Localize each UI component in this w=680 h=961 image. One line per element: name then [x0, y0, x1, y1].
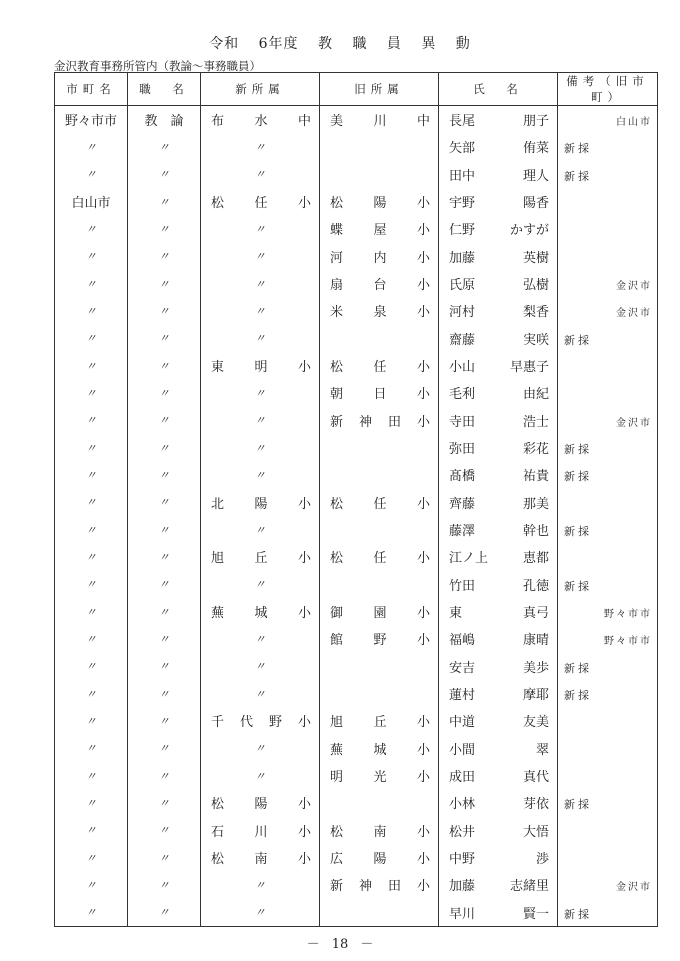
position-cell: 〃 [128, 598, 201, 625]
name-cell [439, 844, 558, 871]
person-name: 早川 賢一 [449, 906, 549, 922]
city-cell: 〃 [55, 844, 128, 871]
new-school-cell: 〃 [201, 434, 320, 461]
city-cell: 〃 [55, 407, 128, 434]
note-cell [558, 407, 658, 434]
person-name: 成田 真代 [449, 770, 549, 786]
old-school-cell [320, 407, 439, 434]
note-new-hire: 新採 [564, 907, 592, 921]
new-school-cell: 〃 [201, 899, 320, 927]
new-school-cell [201, 543, 320, 570]
note-new-hire: 新採 [564, 169, 592, 183]
city-cell: 〃 [55, 297, 128, 324]
table-row [55, 379, 658, 406]
old-school-cell [320, 243, 439, 270]
old-school-cell [320, 325, 439, 352]
header-new-school: 新所属 [201, 73, 320, 106]
old-school-cell [320, 270, 439, 297]
old-school-cell-text: 松 陽 小 [330, 196, 430, 212]
person-name: 福嶋 康晴 [449, 633, 549, 649]
table-row [55, 899, 658, 927]
name-cell [439, 625, 558, 652]
city-cell: 白山市 [55, 188, 128, 215]
name-cell [439, 871, 558, 898]
person-name: 仁野 かすが [449, 223, 549, 239]
table-row [55, 735, 658, 762]
city-cell: 〃 [55, 817, 128, 844]
city-cell: 〃 [55, 461, 128, 488]
new-school-cell [201, 188, 320, 215]
note-cell [558, 297, 658, 324]
position-cell: 〃 [128, 407, 201, 434]
person-name: 竹田 孔徳 [449, 578, 549, 594]
old-school-cell-text: 蝶 屋 小 [330, 223, 430, 239]
new-school-cell-text: 北 陽 小 [211, 496, 311, 512]
city-cell: 野々市市 [55, 106, 128, 134]
name-cell [439, 270, 558, 297]
person-name: 宇野 陽香 [449, 196, 549, 212]
new-school-cell: 〃 [201, 161, 320, 188]
table-row [55, 680, 658, 707]
new-school-cell: 〃 [201, 516, 320, 543]
position-cell: 〃 [128, 762, 201, 789]
name-cell [439, 516, 558, 543]
city-cell: 〃 [55, 270, 128, 297]
note-cell [558, 871, 658, 898]
position-cell: 〃 [128, 817, 201, 844]
city-cell: 〃 [55, 379, 128, 406]
old-school-cell-text: 新 神 田 小 [330, 414, 430, 430]
new-school-cell-text: 千 代 野 小 [211, 715, 311, 731]
note-cell [558, 133, 658, 160]
new-school-cell: 〃 [201, 762, 320, 789]
table-row [55, 215, 658, 242]
name-cell [439, 106, 558, 134]
note-new-hire: 新採 [564, 798, 592, 812]
new-school-cell-text: 東 明 小 [211, 360, 311, 376]
name-cell [439, 762, 558, 789]
person-name: 加藤 英樹 [449, 250, 549, 266]
table-row [55, 407, 658, 434]
note-cell [558, 653, 658, 680]
new-school-cell [201, 817, 320, 844]
section-subtitle: 金沢教育事務所管内（教論～事務職員） [54, 59, 261, 73]
old-school-cell [320, 789, 439, 816]
note-cell [558, 434, 658, 461]
city-cell: 〃 [55, 871, 128, 898]
old-school-cell-text: 館 野 小 [330, 633, 430, 649]
old-school-cell [320, 653, 439, 680]
old-school-cell [320, 434, 439, 461]
note-new-hire: 新採 [564, 524, 592, 538]
note-new-hire: 新採 [564, 688, 592, 702]
position-cell: 〃 [128, 871, 201, 898]
position-cell: 〃 [128, 735, 201, 762]
name-cell [439, 215, 558, 242]
person-name: 中野 渉 [449, 852, 549, 868]
position-cell: 〃 [128, 379, 201, 406]
name-cell [439, 352, 558, 379]
position-cell: 〃 [128, 625, 201, 652]
old-school-cell [320, 133, 439, 160]
old-school-cell [320, 352, 439, 379]
old-school-cell [320, 625, 439, 652]
old-school-cell [320, 379, 439, 406]
old-school-cell [320, 817, 439, 844]
name-cell [439, 598, 558, 625]
note-previous-city: 野々市市 [604, 636, 652, 648]
new-school-cell: 〃 [201, 407, 320, 434]
new-school-cell-text: 松 任 小 [211, 196, 311, 212]
page-title: 令和 6年度 教 職 員 異 動 [209, 36, 471, 52]
new-school-cell: 〃 [201, 871, 320, 898]
personnel-table [54, 72, 658, 927]
old-school-cell-text: 御 園 小 [330, 606, 430, 622]
table-row [55, 489, 658, 516]
person-name: 河村 梨香 [449, 305, 549, 321]
new-school-cell: 〃 [201, 571, 320, 598]
note-cell [558, 161, 658, 188]
person-name: 寺田 浩士 [449, 414, 549, 430]
old-school-cell-text: 松 任 小 [330, 360, 430, 376]
new-school-cell: 〃 [201, 625, 320, 652]
new-school-cell [201, 489, 320, 516]
position-cell: 〃 [128, 215, 201, 242]
city-cell: 〃 [55, 352, 128, 379]
new-school-cell: 〃 [201, 379, 320, 406]
note-previous-city: 金沢市 [616, 280, 652, 292]
note-cell [558, 735, 658, 762]
table-row [55, 461, 658, 488]
note-cell [558, 899, 658, 927]
note-cell [558, 379, 658, 406]
note-cell [558, 571, 658, 598]
note-cell [558, 461, 658, 488]
new-school-cell [201, 352, 320, 379]
city-cell: 〃 [55, 133, 128, 160]
note-new-hire: 新採 [564, 142, 592, 156]
table-row [55, 161, 658, 188]
header-old-school: 旧所属 [320, 73, 439, 106]
note-cell [558, 844, 658, 871]
header-note: 備考（旧市町） [558, 73, 658, 106]
old-school-cell [320, 215, 439, 242]
old-school-cell [320, 461, 439, 488]
note-cell [558, 270, 658, 297]
position-cell: 〃 [128, 789, 201, 816]
old-school-cell [320, 161, 439, 188]
person-name: 田中 理人 [449, 168, 549, 184]
position-cell: 〃 [128, 270, 201, 297]
old-school-cell [320, 598, 439, 625]
note-cell [558, 243, 658, 270]
city-cell: 〃 [55, 735, 128, 762]
position-cell: 〃 [128, 243, 201, 270]
note-previous-city: 金沢市 [616, 308, 652, 320]
name-cell [439, 434, 558, 461]
city-cell: 〃 [55, 243, 128, 270]
old-school-cell [320, 707, 439, 734]
note-previous-city: 金沢市 [616, 417, 652, 429]
position-cell: 〃 [128, 844, 201, 871]
table-row [55, 106, 658, 134]
old-school-cell [320, 735, 439, 762]
name-cell [439, 789, 558, 816]
header-city: 市町名 [55, 73, 128, 106]
old-school-cell-text: 美 川 中 [330, 114, 430, 130]
person-name: 中道 友美 [449, 715, 549, 731]
note-cell [558, 106, 658, 134]
city-cell: 〃 [55, 789, 128, 816]
table-row [55, 270, 658, 297]
person-name: 齋藤 実咲 [449, 332, 549, 348]
new-school-cell: 〃 [201, 735, 320, 762]
person-name: 東 真弓 [449, 606, 549, 622]
table-row [55, 598, 658, 625]
old-school-cell [320, 680, 439, 707]
city-cell: 〃 [55, 680, 128, 707]
old-school-cell-text: 松 任 小 [330, 551, 430, 567]
old-school-cell-text: 旭 丘 小 [330, 715, 430, 731]
new-school-cell: 〃 [201, 461, 320, 488]
new-school-cell [201, 598, 320, 625]
position-cell: 〃 [128, 133, 201, 160]
person-name: 小山 早惠子 [449, 360, 549, 376]
position-cell: 〃 [128, 188, 201, 215]
person-name: 矢部 侑菜 [449, 141, 549, 157]
position-cell: 〃 [128, 461, 201, 488]
position-cell: 教 論 [128, 106, 201, 134]
person-name: 髙橋 祐貴 [449, 469, 549, 485]
note-previous-city: 金沢市 [616, 882, 652, 894]
position-cell: 〃 [128, 543, 201, 570]
old-school-cell [320, 516, 439, 543]
table-row [55, 817, 658, 844]
person-name: 加藤 志緒里 [449, 879, 549, 895]
table-row [55, 188, 658, 215]
name-cell [439, 735, 558, 762]
city-cell: 〃 [55, 653, 128, 680]
table-row [55, 571, 658, 598]
person-name: 藤澤 幹也 [449, 524, 549, 540]
person-name: 蓮村 摩耶 [449, 688, 549, 704]
note-previous-city: 野々市市 [604, 608, 652, 620]
note-cell [558, 789, 658, 816]
old-school-cell [320, 899, 439, 927]
new-school-cell: 〃 [201, 133, 320, 160]
table-row [55, 871, 658, 898]
note-cell [558, 215, 658, 242]
new-school-cell: 〃 [201, 325, 320, 352]
old-school-cell [320, 106, 439, 134]
table-row [55, 516, 658, 543]
note-cell [558, 598, 658, 625]
page-number: － 18 － [306, 937, 374, 952]
new-school-cell: 〃 [201, 243, 320, 270]
name-cell [439, 899, 558, 927]
old-school-cell-text: 蕪 城 小 [330, 742, 430, 758]
position-cell: 〃 [128, 434, 201, 461]
city-cell: 〃 [55, 707, 128, 734]
table-row [55, 762, 658, 789]
table-row [55, 325, 658, 352]
new-school-cell: 〃 [201, 297, 320, 324]
table-row [55, 243, 658, 270]
position-cell: 〃 [128, 325, 201, 352]
note-new-hire: 新採 [564, 442, 592, 456]
name-cell [439, 817, 558, 844]
new-school-cell [201, 106, 320, 134]
person-name: 小間 翠 [449, 742, 549, 758]
old-school-cell-text: 広 陽 小 [330, 852, 430, 868]
position-cell: 〃 [128, 653, 201, 680]
old-school-cell-text: 新 神 田 小 [330, 879, 430, 895]
table-row [55, 352, 658, 379]
old-school-cell [320, 188, 439, 215]
old-school-cell [320, 297, 439, 324]
name-cell [439, 161, 558, 188]
name-cell [439, 653, 558, 680]
new-school-cell [201, 789, 320, 816]
note-new-hire: 新採 [564, 470, 592, 484]
table-row [55, 789, 658, 816]
city-cell: 〃 [55, 762, 128, 789]
person-name: 長尾 朋子 [449, 114, 549, 130]
new-school-cell-text: 松 南 小 [211, 852, 311, 868]
new-school-cell: 〃 [201, 680, 320, 707]
note-cell [558, 188, 658, 215]
note-cell [558, 707, 658, 734]
note-previous-city: 白山市 [616, 117, 652, 128]
table-row [55, 543, 658, 570]
old-school-cell-text: 河 内 小 [330, 250, 430, 266]
old-school-cell [320, 543, 439, 570]
person-name: 安吉 美歩 [449, 660, 549, 676]
position-cell: 〃 [128, 297, 201, 324]
position-cell: 〃 [128, 680, 201, 707]
table-row [55, 133, 658, 160]
new-school-cell: 〃 [201, 653, 320, 680]
name-cell [439, 379, 558, 406]
name-cell [439, 543, 558, 570]
new-school-cell-text: 石 川 小 [211, 824, 311, 840]
person-name: 毛利 由紀 [449, 387, 549, 403]
city-cell: 〃 [55, 571, 128, 598]
name-cell [439, 489, 558, 516]
name-cell [439, 407, 558, 434]
position-cell: 〃 [128, 352, 201, 379]
note-cell [558, 489, 658, 516]
note-cell [558, 625, 658, 652]
name-cell [439, 133, 558, 160]
position-cell: 〃 [128, 516, 201, 543]
name-cell [439, 188, 558, 215]
old-school-cell [320, 571, 439, 598]
old-school-cell-text: 明 光 小 [330, 770, 430, 786]
old-school-cell [320, 871, 439, 898]
city-cell: 〃 [55, 325, 128, 352]
person-name: 松井 大悟 [449, 824, 549, 840]
person-name: 江ノ上 恵都 [449, 551, 549, 567]
note-cell [558, 516, 658, 543]
note-cell [558, 325, 658, 352]
old-school-cell-text: 松 任 小 [330, 496, 430, 512]
position-cell: 〃 [128, 707, 201, 734]
city-cell: 〃 [55, 161, 128, 188]
new-school-cell [201, 844, 320, 871]
position-cell: 〃 [128, 161, 201, 188]
note-cell [558, 352, 658, 379]
name-cell [439, 297, 558, 324]
note-cell [558, 543, 658, 570]
old-school-cell [320, 762, 439, 789]
city-cell: 〃 [55, 489, 128, 516]
city-cell: 〃 [55, 625, 128, 652]
person-name: 弥田 彩花 [449, 442, 549, 458]
table-row [55, 434, 658, 461]
old-school-cell-text: 扇 台 小 [330, 278, 430, 294]
note-new-hire: 新採 [564, 579, 592, 593]
position-cell: 〃 [128, 899, 201, 927]
new-school-cell-text: 蕪 城 小 [211, 606, 311, 622]
position-cell: 〃 [128, 489, 201, 516]
table-header-row [55, 73, 658, 106]
header-name: 氏 名 [439, 73, 558, 106]
position-cell: 〃 [128, 571, 201, 598]
new-school-cell-text: 布 水 中 [211, 114, 311, 130]
new-school-cell-text: 松 陽 小 [211, 797, 311, 813]
note-cell [558, 817, 658, 844]
person-name: 小林 芽依 [449, 797, 549, 813]
note-cell [558, 680, 658, 707]
table-row [55, 297, 658, 324]
old-school-cell-text: 松 南 小 [330, 824, 430, 840]
old-school-cell-text: 米 泉 小 [330, 305, 430, 321]
new-school-cell-text: 旭 丘 小 [211, 551, 311, 567]
table-row [55, 625, 658, 652]
city-cell: 〃 [55, 543, 128, 570]
name-cell [439, 707, 558, 734]
new-school-cell [201, 707, 320, 734]
note-new-hire: 新採 [564, 333, 592, 347]
city-cell: 〃 [55, 516, 128, 543]
city-cell: 〃 [55, 899, 128, 927]
new-school-cell: 〃 [201, 270, 320, 297]
old-school-cell [320, 489, 439, 516]
city-cell: 〃 [55, 434, 128, 461]
old-school-cell-text: 朝 日 小 [330, 387, 430, 403]
name-cell [439, 243, 558, 270]
table-row [55, 707, 658, 734]
name-cell [439, 325, 558, 352]
name-cell [439, 680, 558, 707]
table-row [55, 653, 658, 680]
city-cell: 〃 [55, 215, 128, 242]
name-cell [439, 461, 558, 488]
note-cell [558, 762, 658, 789]
person-name: 齊藤 那美 [449, 496, 549, 512]
table-row [55, 844, 658, 871]
name-cell [439, 571, 558, 598]
header-position: 職 名 [128, 73, 201, 106]
note-new-hire: 新採 [564, 661, 592, 675]
old-school-cell [320, 844, 439, 871]
city-cell: 〃 [55, 598, 128, 625]
person-name: 氏原 弘樹 [449, 278, 549, 294]
new-school-cell: 〃 [201, 215, 320, 242]
